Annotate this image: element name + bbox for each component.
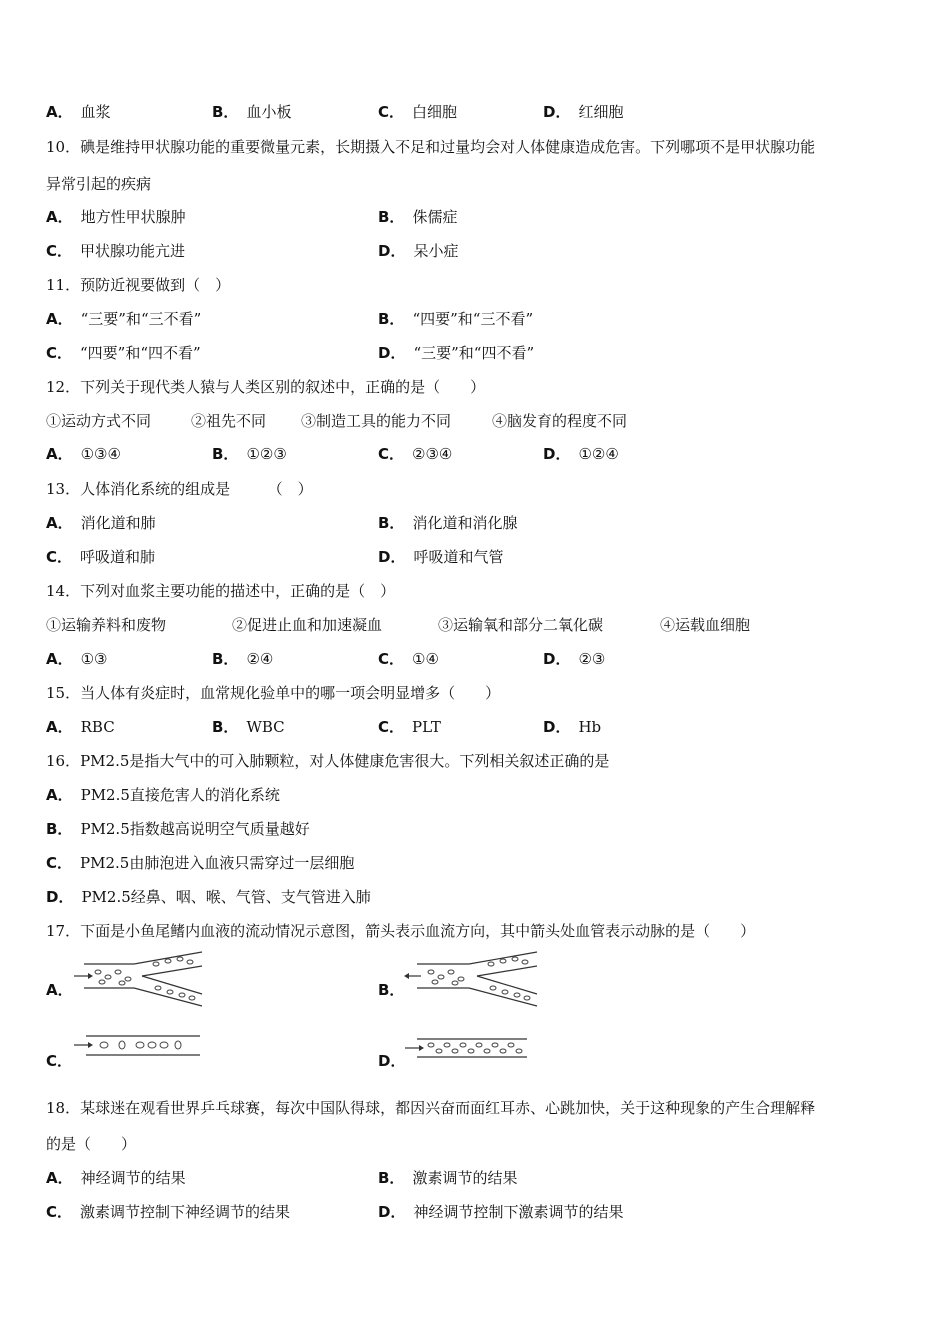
q13-stem: 13．人体消化系统的组成是 （ ） (46, 480, 313, 498)
q16-option-b: B． PM2.5指数越高说明空气质量越好 (46, 820, 310, 838)
q10-option-d: D． 呆小症 (378, 242, 459, 260)
q12-stem: 12．下列关于现代类人猿与人类区别的叙述中，正确的是（ ） (46, 378, 486, 396)
q12-option-d: D． ①②④ (543, 445, 619, 463)
q14-option-d: D． ②③ (543, 650, 606, 668)
q18-option-a: A． 神经调节的结果 (46, 1169, 186, 1187)
q13-option-b: B． 消化道和消化腺 (378, 514, 518, 532)
q14-stem: 14．下列对血浆主要功能的描述中，正确的是（ ） (46, 582, 396, 600)
q18-option-b: B． 激素调节的结果 (378, 1169, 518, 1187)
q13-option-d: D． 呼吸道和气管 (378, 548, 504, 566)
q12-option-b: B． ①②③ (212, 445, 287, 463)
q15-option-b: B． WBC (212, 718, 285, 736)
q17-diagram-b (403, 950, 540, 1010)
q11-option-b: B． “四要”和“三不看” (378, 310, 534, 328)
q14-item-1: ①运输养料和废物 (46, 616, 167, 634)
q15-option-a: A． RBC (46, 718, 115, 736)
q18-option-c: C． 激素调节控制下神经调节的结果 (46, 1203, 291, 1221)
q16-stem: 16．PM2.5是指大气中的可入肺颗粒，对人体健康危害很大。下列相关叙述正确的是 (46, 752, 610, 770)
q12-item-3: ③制造工具的能力不同 (301, 412, 452, 430)
q17-diagram-a (72, 950, 207, 1010)
q18-stem-line1: 18．某球迷在观看世界乒乓球赛，每次中国队得球，都因兴奋而面红耳赤、心跳加快，关于这种现象的产生合理解释 (46, 1099, 816, 1117)
q17-diagram-c (72, 1033, 202, 1059)
q14-item-3: ③运输氧和部分二氧化碳 (438, 616, 604, 634)
q12-item-1: ①运动方式不同 (46, 412, 152, 430)
q16-option-a: A． PM2.5直接危害人的消化系统 (46, 786, 280, 804)
q10-option-c: C． 甲状腺功能亢进 (46, 242, 186, 260)
q18-option-d: D． 神经调节控制下激素调节的结果 (378, 1203, 624, 1221)
q11-stem: 11．预防近视要做到（ ） (46, 276, 231, 294)
q9-option-c: C． 白细胞 (378, 103, 458, 121)
q14-option-b: B． ②④ (212, 650, 274, 668)
q15-option-d: D． Hb (543, 718, 602, 736)
q12-item-4: ④脑发育的程度不同 (492, 412, 628, 430)
q14-option-a: A． ①③ (46, 650, 108, 668)
q12-option-c: C． ②③④ (378, 445, 453, 463)
q15-stem: 15．当人体有炎症时，血常规化验单中的哪一项会明显增多（ ） (46, 684, 501, 702)
q17-option-c-label: C． (46, 1052, 73, 1070)
q17-diagram-d (403, 1036, 529, 1060)
q17-option-d-label: D． (378, 1052, 406, 1070)
q9-option-b: B． 血小板 (212, 103, 292, 121)
q13-option-a: A． 消化道和肺 (46, 514, 156, 532)
q12-option-a: A． ①③④ (46, 445, 121, 463)
q11-option-a: A． “三要”和“三不看” (46, 310, 202, 328)
q14-item-4: ④运载血细胞 (660, 616, 751, 634)
q16-option-c: C． PM2.5由肺泡进入血液只需穿过一层细胞 (46, 854, 355, 872)
q13-option-c: C． 呼吸道和肺 (46, 548, 156, 566)
q11-option-c: C． “四要”和“四不看” (46, 344, 201, 362)
q16-option-d: D． PM2.5经鼻、咽、喉、气管、支气管进入肺 (46, 888, 371, 906)
q9-option-d: D． 红细胞 (543, 103, 624, 121)
q10-stem-line2: 异常引起的疾病 (46, 175, 152, 193)
q18-stem-line2: 的是（ ） (46, 1135, 137, 1153)
q12-item-2: ②祖先不同 (191, 412, 267, 430)
q14-option-c: C． ①④ (378, 650, 439, 668)
q17-option-b-label: B． (378, 981, 405, 999)
q14-item-2: ②促进止血和加速凝血 (232, 616, 383, 634)
q11-option-d: D． “三要”和“四不看” (378, 344, 535, 362)
q15-option-c: C． PLT (378, 718, 441, 736)
q17-option-a-label: A． (46, 981, 73, 999)
q17-stem: 17．下面是小鱼尾鳍内血液的流动情况示意图，箭头表示血流方向，其中箭头处血管表示动脉的是（ ） (46, 922, 756, 940)
q10-option-b: B． 侏儒症 (378, 208, 458, 226)
q10-option-a: A． 地方性甲状腺肿 (46, 208, 186, 226)
q9-option-a: A． 血浆 (46, 103, 111, 121)
q10-stem-line1: 10．碘是维持甲状腺功能的重要微量元素，长期摄入不足和过量均会对人体健康造成危害。下列哪项不是甲状腺功能 (46, 138, 816, 156)
